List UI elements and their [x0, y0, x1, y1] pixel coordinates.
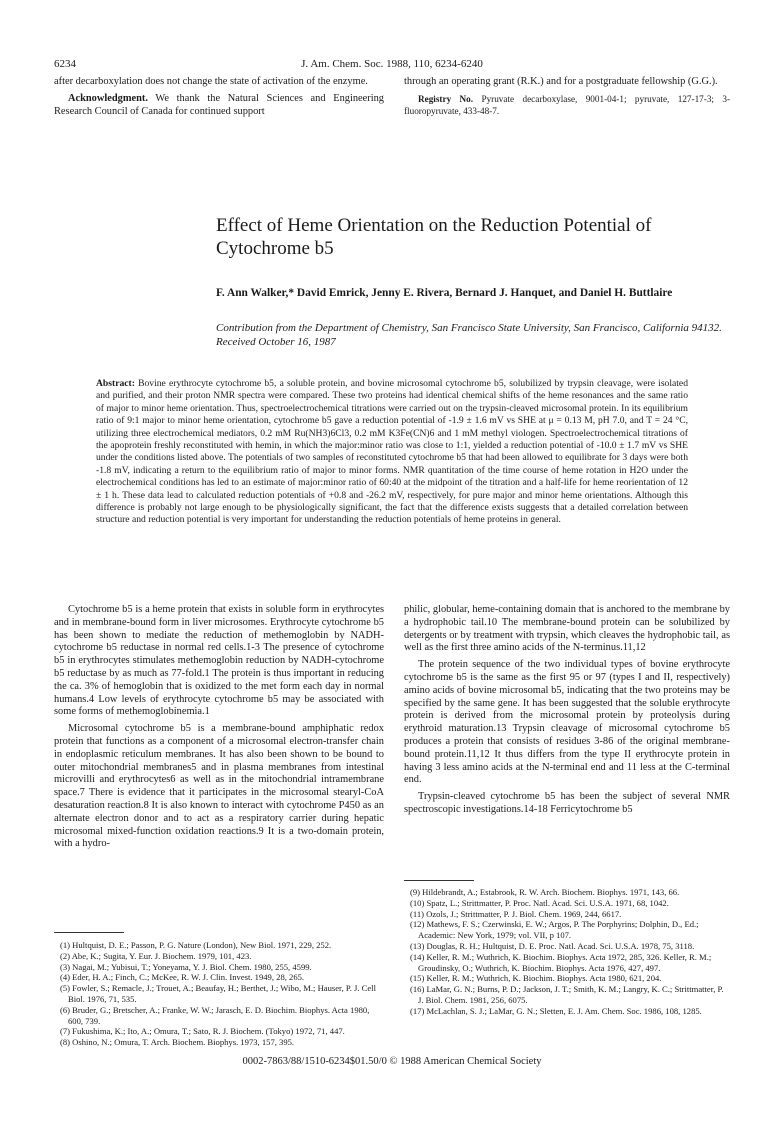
body-right-column [404, 604, 730, 817]
article-title: Effect of Heme Orientation on the Reduction Potential of Cytochrome b5 [216, 215, 652, 259]
previous-article-text: after decarboxylation does not change the state of activation of the enzyme. [54, 76, 368, 87]
affiliation: Contribution from the Department of Chemistry, San Francisco State University, San Francisco, California 94132. Received October 16, 1987 [216, 322, 722, 348]
acknowledgment [54, 93, 384, 119]
reference-item: (7) Fukushima, K.; Ito, A.; Omura, T.; Sato, R. J. Biochem. (Tokyo) 1972, 71, 447. [60, 1026, 345, 1037]
registry-label: Registry No. [418, 93, 474, 104]
abstract-label: Abstract: [96, 378, 135, 389]
body-paragraph: The protein sequence of the two individual types of bovine erythrocyte cytochrome b5 is the same as the first 95 or 97 (types I and II, respectively) amino acids of bovine microsomal b5, indicating that the two proteins may be specified by the same gene. It has been suggested that the soluble erythrocyte protein is derived from the microsomal protein by proteolysis during erythroid maturation.13 Trypsin cleavage of microsomal cytochrome b5 produces a protein that consists of residues 3-86 of the original membrane-bound protein.11,12 It thus differs from the type II erythrocyte protein in having 3 less amino acids at the N-terminal end and 11 less at the C-terminal end. [404, 659, 730, 786]
body-left-column [54, 604, 384, 851]
reference-item: (11) Ozols, J.; Strittmatter, P. J. Biol. Chem. 1969, 244, 6617. [410, 908, 622, 919]
reference-item: (10) Spatz, L.; Strittmatter, P. Proc. Natl. Acad. Sci. U.S.A. 1971, 68, 1042. [410, 897, 669, 908]
reference-item: (17) McLachlan, S. J.; LaMar, G. N.; Sletten, E. J. Am. Chem. Soc. 1986, 108, 1285. [410, 1005, 702, 1016]
author-list: F. Ann Walker,* David Emrick, Jenny E. Rivera, Bernard J. Hanquet, and Daniel H. Buttlaire [216, 287, 673, 299]
reference-item: (1) Hultquist, D. E.; Passon, P. G. Nature (London), New Biol. 1971, 229, 252. [60, 940, 332, 950]
footnote-divider-right [404, 880, 474, 881]
reference-item: (16) LaMar, G. N.; Burns, P. D.; Jackson, J. T.; Smith, K. M.; Langry, K. C.; Strittmatter, P. J. Biol. Chem. 1981, 256, 6075. [410, 984, 724, 1005]
registry-numbers [404, 93, 730, 117]
body-paragraph: philic, globular, heme-containing domain that is anchored to the membrane by a hydrophobic tail.10 The membrane-bound protein can be solubilized by detergents or by treatment with trypsin, which cleaves the hydrophobic tail, as well as the first three amino acids of the N-terminus.11,12 [404, 604, 730, 654]
reference-item: (14) Keller, R. M.; Wuthrich, K. Biochim. Biophys. Acta 1972, 285, 326. Keller, R. M.; Groudinsky, O.; Wuthrich, K. Biochim. Biophys. Acta 1976, 427, 497. [410, 951, 712, 973]
reference-item: (13) Douglas, R. H.; Hultquist, D. E. Proc. Natl. Acad. Sci. U.S.A. 1978, 75, 3118. [410, 940, 695, 951]
references-left [54, 940, 384, 1048]
references-right [404, 887, 730, 1017]
page-number: 6234 [54, 58, 76, 70]
reference-item: (6) Bruder, G.; Bretscher, A.; Franke, W. W.; Jarasch, E. D. Biochim. Biophys. Acta 1980, 600, 739. [60, 1004, 370, 1026]
abstract [96, 378, 688, 527]
acknowledgment-label: Acknowledgment. [68, 92, 148, 104]
registry-text: Pyruvate decarboxylase, 9001-04-1; pyruvate, 127-17-3; 3-fluoropyruvate, 433-48-7. [404, 93, 730, 116]
reference-item: (9) Hildebrandt, A.; Estabrook, R. W. Arch. Biochem. Biophys. 1971, 143, 66. [410, 887, 680, 897]
copyright-footer: 0002-7863/88/1510-6234$01.50/0 © 1988 American Chemical Society [242, 1056, 542, 1067]
acknowledgment-text: We thank the Natural Sciences and Engineering Research Council of Canada for continued support [54, 92, 384, 117]
reference-item: (2) Abe, K.; Sugita, Y. Eur. J. Biochem. 1979, 101, 423. [60, 950, 252, 961]
reference-item: (8) Oshino, N.; Omura, T. Arch. Biochem. Biophys. 1973, 157, 395. [60, 1037, 295, 1048]
previous-article-right-column [404, 76, 730, 117]
reference-item: (4) Eder, H. A.; Finch, C.; McKee, R. W. J. Clin. Invest. 1949, 28, 265. [60, 972, 305, 983]
previous-article-left-column [54, 76, 384, 118]
reference-item: (15) Keller, R. M.; Wuthrich, K. Biochim. Biophys. Acta 1980, 621, 204. [410, 973, 662, 984]
journal-citation: J. Am. Chem. Soc. 1988, 110, 6234-6240 [301, 58, 483, 70]
reference-item: (12) Mathews, F. S.; Czerwinski, E. W.; Argos, P. The Porphyrins; Dolphin, D., Ed.; Academic: New York, 1979; vol. VII, p 107. [410, 919, 699, 941]
body-paragraph: Cytochrome b5 is a heme protein that exists in soluble form in erythrocytes and in membrane-bound form in liver microsomes. Erythrocyte cytochrome b5 has been shown to mediate the reduction of methemoglobin by NADH-cytochrome b5 reductase in normal red cells.1-3 The presence of cytochrome b5 in erythrocytes stimulates methemoglobin reduction by NADH-cytochrome b5 reductase by as much as 77-fold.1 The protein is thus important in reducing the ca. 3% of hemoglobin that is oxidized to the met form each day in normal humans.4 Low levels of erythrocyte cytochrome b5 may be associated with some forms of methemoglobinemia.1 [54, 604, 384, 718]
body-paragraph: Microsomal cytochrome b5 is a membrane-bound amphiphatic redox protein that functions as a component of a microsomal electron-transfer chain in endoplasmic reticulum membranes. It has also been shown to be bound to outer mitochondrial membranes5 and in plasma membranes from intestinal microvilli and erythrocytes6 as well as in the mitochondrial intramembrane space.7 There is evidence that it participates in the microsomal stearyl-CoA desaturation reaction.8 It is also known to interact with cytochrome P450 as an alternate electron donor and to act as a respiratory carrier during hepatic microsomal mixed-function oxidation reactions.9 It is a two-domain protein, with a hydro- [54, 723, 384, 850]
previous-article-continuation: through an operating grant (R.K.) and for a postgraduate fellowship (G.G.). [404, 76, 718, 87]
reference-item: (3) Nagai, M.; Yubisui, T.; Yoneyama, Y. J. Biol. Chem. 1980, 255, 4599. [60, 961, 312, 972]
footnote-divider-left [54, 932, 124, 933]
abstract-text: Bovine erythrocyte cytochrome b5, a soluble protein, and bovine microsomal cytochrome b5, solubilized by trypsin cleavage, were isolated and purified, and their proton NMR spectra were compared. These two proteins had identical chemical shifts of the heme resonances and the same ratio of major to minor heme orientation. Thus, spectroelectrochemical titrations were carried out on the trypsin-cleaved microsomal protein. In its equilibrium ratio of 9:1 major to minor heme orientation, cytochrome b5 gave a reduction potential of -1.9 ± 1.6 mV vs SHE at μ = 0.13 M, pH 7.0, and T = 24 °C, utilizing three electrochemical mediators, 0.2 mM Ru(NH3)6Cl3, 0.2 mM K3Fe(CN)6 and 1 mM methyl viologen. Spectroelectrochemical titrations of the apoprotein freshly reconstituted with hemin, in which the major:minor ratio was close to 1:1, yielded a reduction potential of -10.0 ± 1.7 mV vs SHE under the conditions listed above. The potentials of two samples of reconstituted cytochrome b5 that had been allowed to equilibrate for 3 days were both -1.8 mV, indicating a return to the equilibrium ratio of major to minor forms. NMR quantitation of the time course of heme rotation in H2O under the electrochemical conditions has led to an estimate of major:minor ratio of 60:40 at the midpoint of the titration and a half-life for heme reorientation of 12 ± 1 h. These data lead to calculated reduction potentials of +0.8 and -26.2 mV, respectively, for pure major and minor heme orientations. Although this difference is probably not large enough to be physiologically significant, the fact that the difference exists suggests that a detailed correlation between structure and reduction potential is very important for understanding the reduction potentials of heme proteins in general. [96, 378, 688, 526]
reference-item: (5) Fowler, S.; Remacle, J.; Trouet, A.; Beaufay, H.; Berthet, J.; Wibo, M.; Hauser, P. J. Cell Biol. 1976, 71, 535. [60, 983, 376, 1004]
body-paragraph: Trypsin-cleaved cytochrome b5 has been the subject of several NMR spectroscopic investigations.14-18 Ferricytochrome b5 [404, 791, 730, 815]
